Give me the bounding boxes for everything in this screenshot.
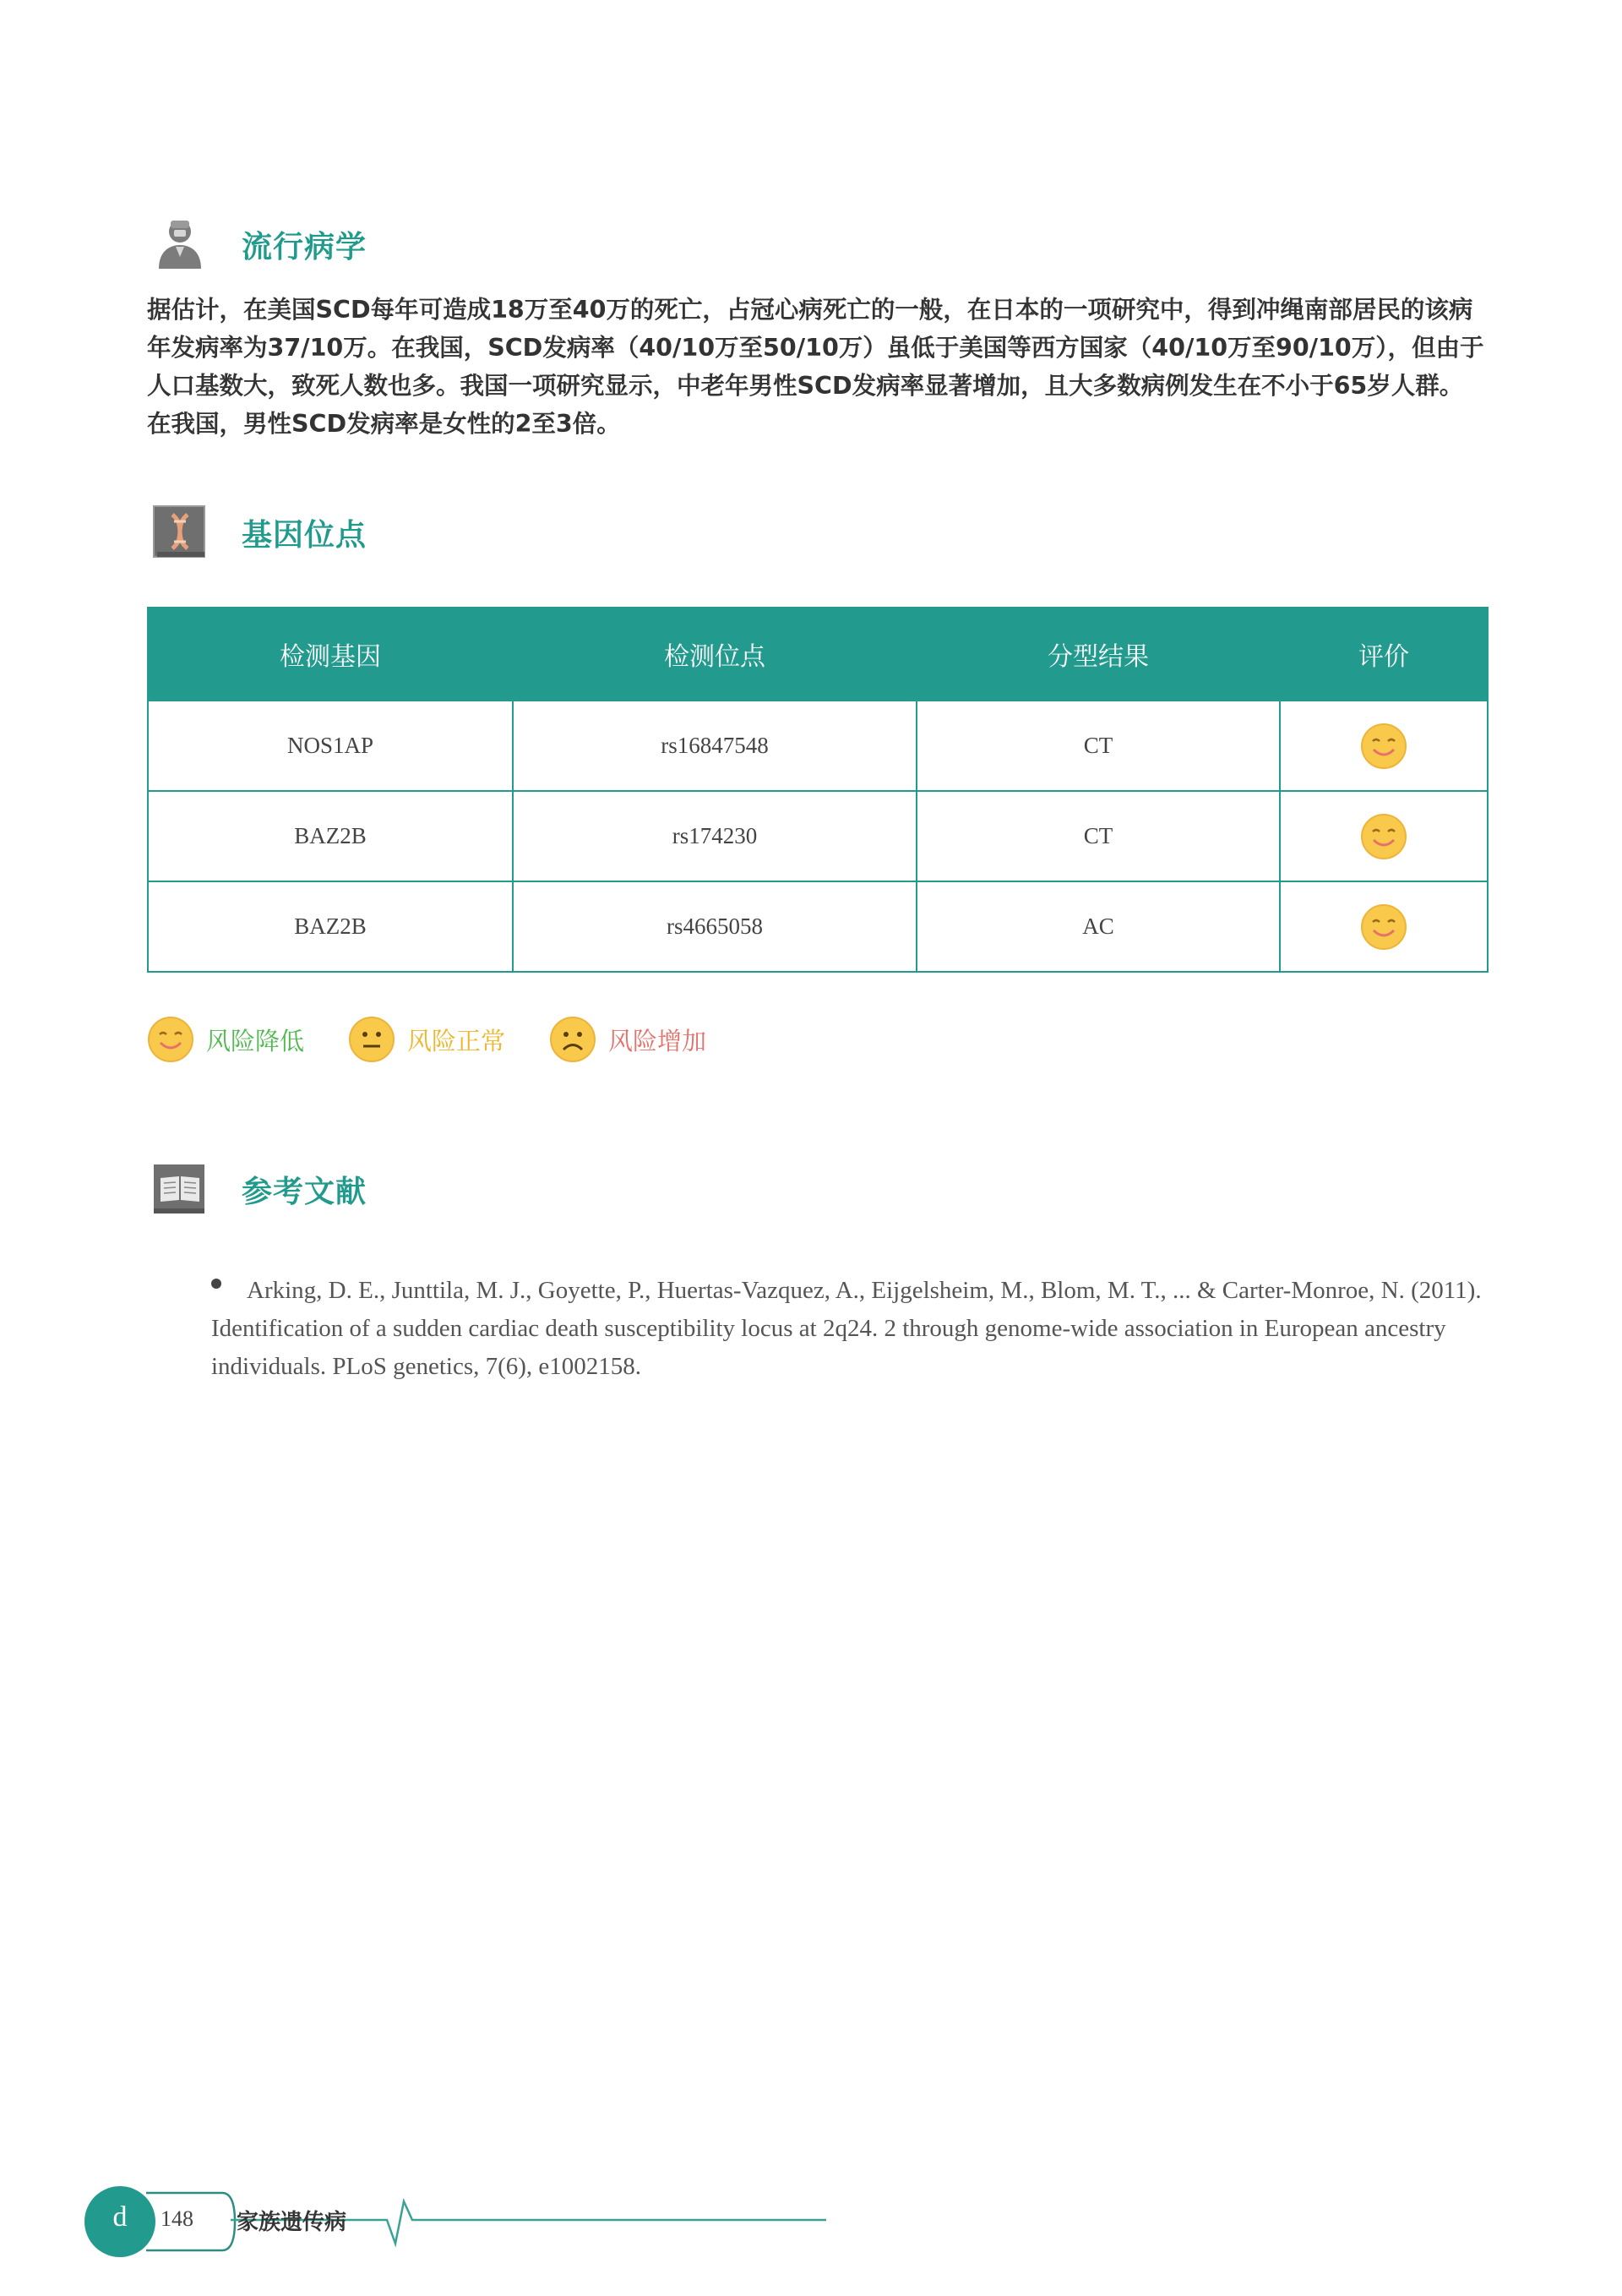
neutral-face-icon: [348, 1016, 395, 1063]
cell-gene: NOS1AP: [148, 701, 513, 791]
cell-rating: [1280, 701, 1488, 791]
legend-label-normal: 风险正常: [407, 1026, 506, 1055]
smile-face-icon: [1360, 903, 1407, 951]
legend-item-increased: [549, 1016, 706, 1063]
section-title-references: 参考文献: [242, 1174, 367, 1209]
legend-item-normal: [348, 1016, 505, 1063]
legend-label-increased: 风险增加: [608, 1026, 707, 1055]
doctor-icon: [152, 216, 208, 272]
section-title-loci: 基因位点: [242, 517, 367, 553]
table-row: [148, 791, 1488, 881]
book-title: 家族遗传病: [237, 2210, 347, 2235]
legend-label-decreased: 风险降低: [206, 1026, 305, 1055]
frown-face-icon: [549, 1016, 596, 1063]
cell-genotype: AC: [917, 881, 1280, 972]
cell-site: rs4665058: [513, 881, 917, 972]
cell-gene: BAZ2B: [148, 881, 513, 972]
section-header-references: [152, 1161, 367, 1217]
cell-gene: BAZ2B: [148, 791, 513, 881]
smile-face-icon: [147, 1016, 194, 1063]
cell-site: rs174230: [513, 791, 917, 881]
table-row: [148, 881, 1488, 972]
section-header-epidemiology: [152, 216, 367, 272]
cell-site: rs16847548: [513, 701, 917, 791]
table-header-site: 检测位点: [513, 608, 917, 701]
risk-legend: [147, 1016, 750, 1063]
cell-genotype: CT: [917, 791, 1280, 881]
table-row: [148, 701, 1488, 791]
book-icon: [152, 1161, 208, 1217]
page-footer: [83, 2184, 843, 2261]
table-header-genotype: 分型结果: [917, 608, 1280, 701]
epidemiology-paragraph: 据估计，在美国SCD每年可造成18万至40万的死亡，占冠心病死亡的一般，在日本的一项研究中，得到冲绳南部居民的该病年发病率为37/10万。在我国，SCD发病率（40/10万至50/10万）虽低于美国等西方国家（40/10万至90/10万），但由于人口基数大，致死人数也多。我国一项研究显示，中老年男性SCD发病率显著增加，且大多数病例发生在不小于65岁人群。在我国，男性SCD发病率是女性的2至3倍。: [147, 296, 1484, 438]
section-title-epidemiology: 流行病学: [242, 229, 367, 265]
section-header-loci: [152, 504, 367, 560]
page-number: 148: [161, 2206, 193, 2231]
smile-face-icon: [1360, 723, 1407, 770]
table-header-rating: 评价: [1280, 608, 1488, 701]
table-header-gene: 检测基因: [148, 608, 513, 701]
reference-entry: Arking, D. E., Junttila, M. J., Goyette, P., Huertas-Vazquez, A., Eijgelsheim, M., Blom, M. T., ... & Carter-Monroe, N. (2011). Identification of a sudden cardiac death susceptibility locus at 2q24. 2 through genome-wide association in European ancestry individuals. PLoS genetics, 7(6), e1002158.: [211, 1277, 1482, 1380]
footer-letter: d: [112, 2201, 128, 2233]
gene-loci-table: [147, 607, 1489, 973]
dna-icon: [152, 504, 208, 560]
cell-genotype: CT: [917, 701, 1280, 791]
cell-rating: [1280, 881, 1488, 972]
cell-rating: [1280, 791, 1488, 881]
legend-item-decreased: [147, 1016, 304, 1063]
smile-face-icon: [1360, 813, 1407, 860]
table-header-row: [148, 608, 1488, 701]
footer-decoration: [83, 2184, 843, 2261]
